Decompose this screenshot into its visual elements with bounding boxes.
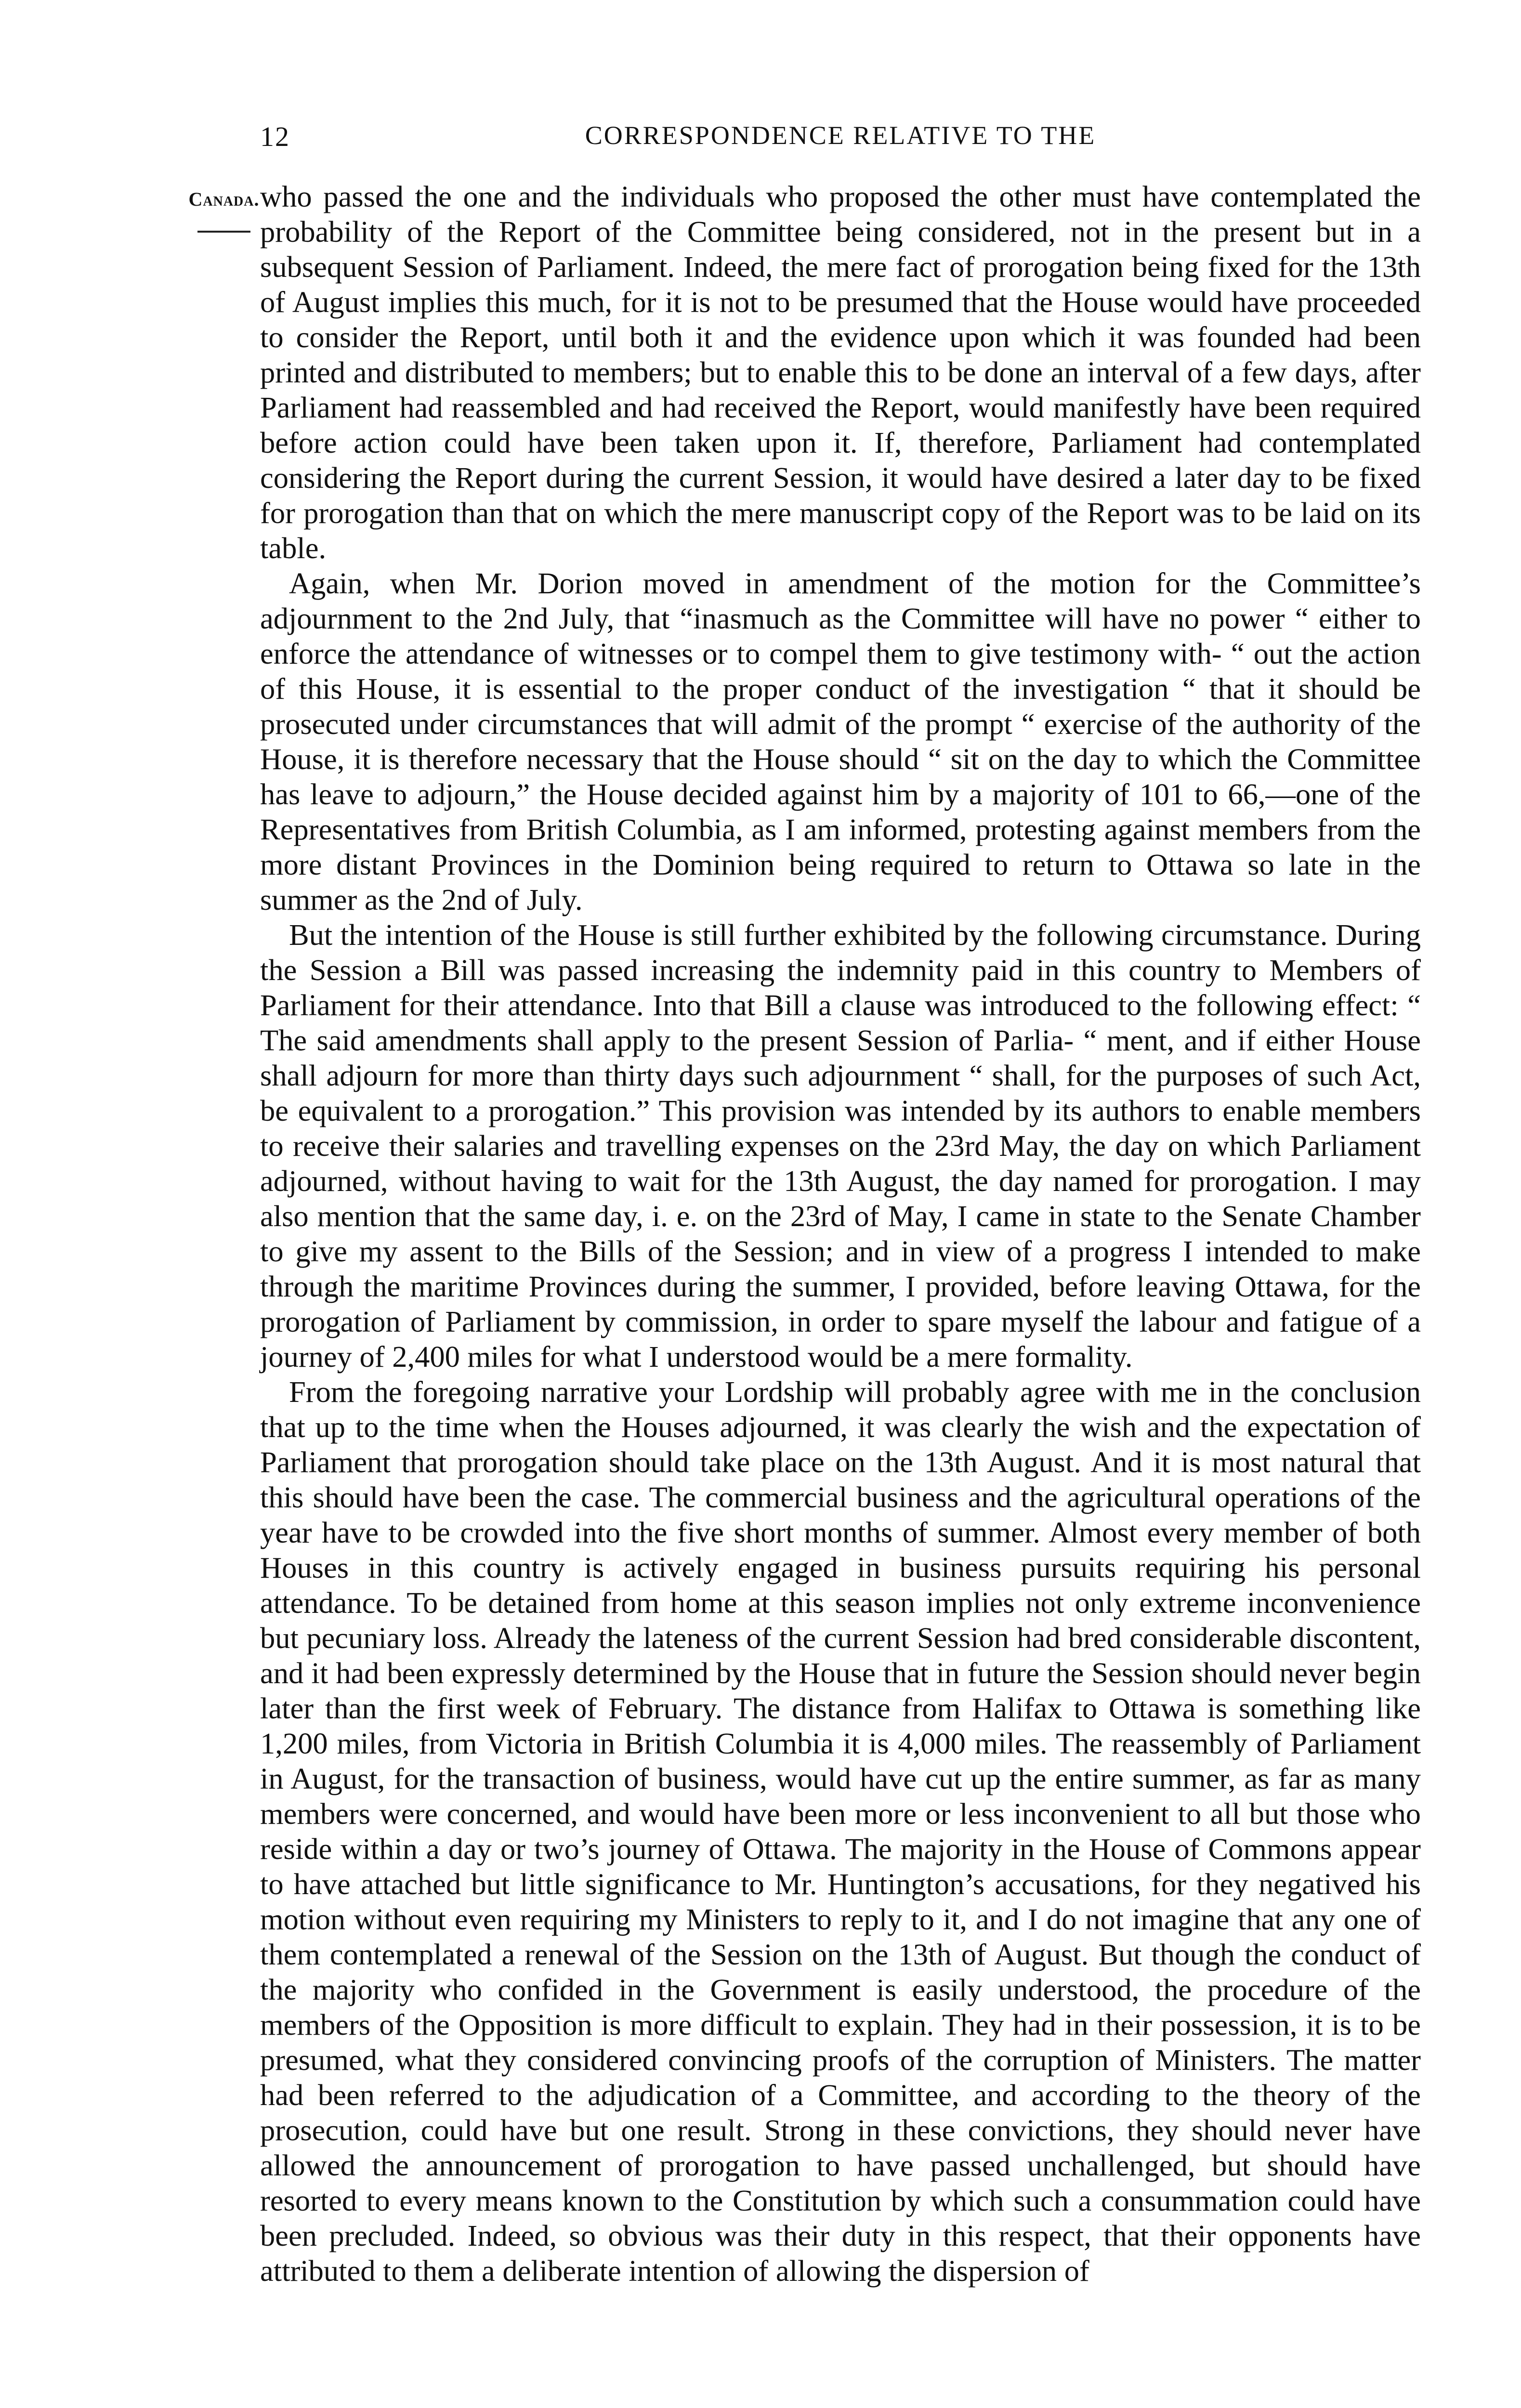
margin-label: Canada. xyxy=(188,188,260,210)
margin-note xyxy=(183,188,265,233)
running-title: CORRESPONDENCE RELATIVE TO THE xyxy=(585,121,1096,150)
body-text xyxy=(260,179,1421,2289)
paragraph: From the foregoing narrative your Lordship will probably agree with me in the conclusion that up to the time when the Houses adjourned, it was clearly the wish and the expectation of Parliament that prorogation should take place on the 13th August. And it is most natural that this should have been the case. The commercial business and the agricultural operations of the year have to be crowded into the five short months of summer. Almost every member of both Houses in this country is actively engaged in business pursuits requiring his personal attendance. To be detained from home at this season implies not only extreme inconvenience but pecuniary loss. Already the lateness of the current Session had bred considerable discontent, and it had been expressly determined by the House that in future the Session should never begin later than the first week of February. The distance from Halifax to Ottawa is something like 1,200 miles, from Victoria in British Columbia it is 4,000 miles. The reassembly of Parliament in August, for the transaction of business, would have cut up the entire summer, as far as many members were concerned, and would have been more or less inconvenient to all but those who reside within a day or two’s journey of Ottawa. The majority in the House of Commons appear to have attached but little significance to Mr. Huntington’s accusations, for they negatived his motion without even requiring my Ministers to reply to it, and I do not imagine that any one of them contemplated a renewal of the Session on the 13th of August. But though the conduct of the majority who confided in the Government is easily understood, the procedure of the members of the Opposition is more difficult to explain. They had in their possession, it is to be presumed, what they considered convincing proofs of the corruption of Ministers. The matter had been referred to the adjudication of a Committee, and according to the theory of the prosecution, could have but one result. Strong in these convictions, they should never have allowed the announcement of prorogation to have passed unchallenged, but should have resorted to every means known to the Constitution by which such a consummation could have been precluded. Indeed, so obvious was their duty in this respect, that their opponents have attributed to them a deliberate intention of allowing the dispersion of xyxy=(260,1375,1421,2288)
paragraph: who passed the one and the individuals who proposed the other must have contemplated the probability of the Report of the Committee being considered, not in the present but in a subsequent Session of Parliament. Indeed, the mere fact of prorogation being fixed for the 13th of August implies this much, for it is not to be presumed that the House would have proceeded to consider the Report, until both it and the evidence upon which it was founded had been printed and distributed to members; but to enable this to be done an interval of a few days, after Parliament had reassembled and had received the Report, would manifestly have been required before action could have been taken upon it. If, therefore, Parliament had contemplated considering the Report during the current Session, it would have desired a later day to be fixed for prorogation than that on which the mere manuscript copy of the Report was to be laid on its table. xyxy=(260,180,1421,565)
paragraph: Again, when Mr. Dorion moved in amendment of the motion for the Committee’s adjournment to the 2nd July, that “inasmuch as the Committee will have no power “ either to enforce the attendance of witnesses or to compel them to give testimony with- “ out the action of this House, it is essential to the proper conduct of the investigation “ that it should be prosecuted under circumstances that will admit of the prompt “ exercise of the authority of the House, it is therefore necessary that the House should “ sit on the day to which the Committee has leave to adjourn,” the House decided against him by a majority of 101 to 66,—one of the Representatives from British Columbia, as I am informed, protesting against members from the more distant Provinces in the Dominion being required to return to Ottawa so late in the summer as the 2nd of July. xyxy=(260,566,1421,916)
page-number: 12 xyxy=(260,121,290,152)
margin-rule xyxy=(197,231,250,233)
page-header xyxy=(260,120,1421,164)
paragraph: But the intention of the House is still further exhibited by the following circumstance. During the Session a Bill was passed increasing the indemnity paid in this country to Members of Parliament for their attendance. Into that Bill a clause was introduced to the following effect: “ The said amendments shall apply to the present Session of Parlia- “ ment, and if either House shall adjourn for more than thirty days such adjournment “ shall, for the purposes of such Act, be equivalent to a prorogation.” This provision was intended by its authors to enable members to receive their salaries and travelling expenses on the 23rd May, the day on which Parliament adjourned, without having to wait for the 13th August, the day named for prorogation. I may also mention that the same day, i. e. on the 23rd of May, I came in state to the Senate Chamber to give my assent to the Bills of the Session; and in view of a progress I intended to make through the maritime Provinces during the summer, I provided, before leaving Ottawa, for the prorogation of Parliament by commission, in order to spare myself the labour and fatigue of a journey of 2,400 miles for what I understood would be a mere formality. xyxy=(260,918,1421,1374)
